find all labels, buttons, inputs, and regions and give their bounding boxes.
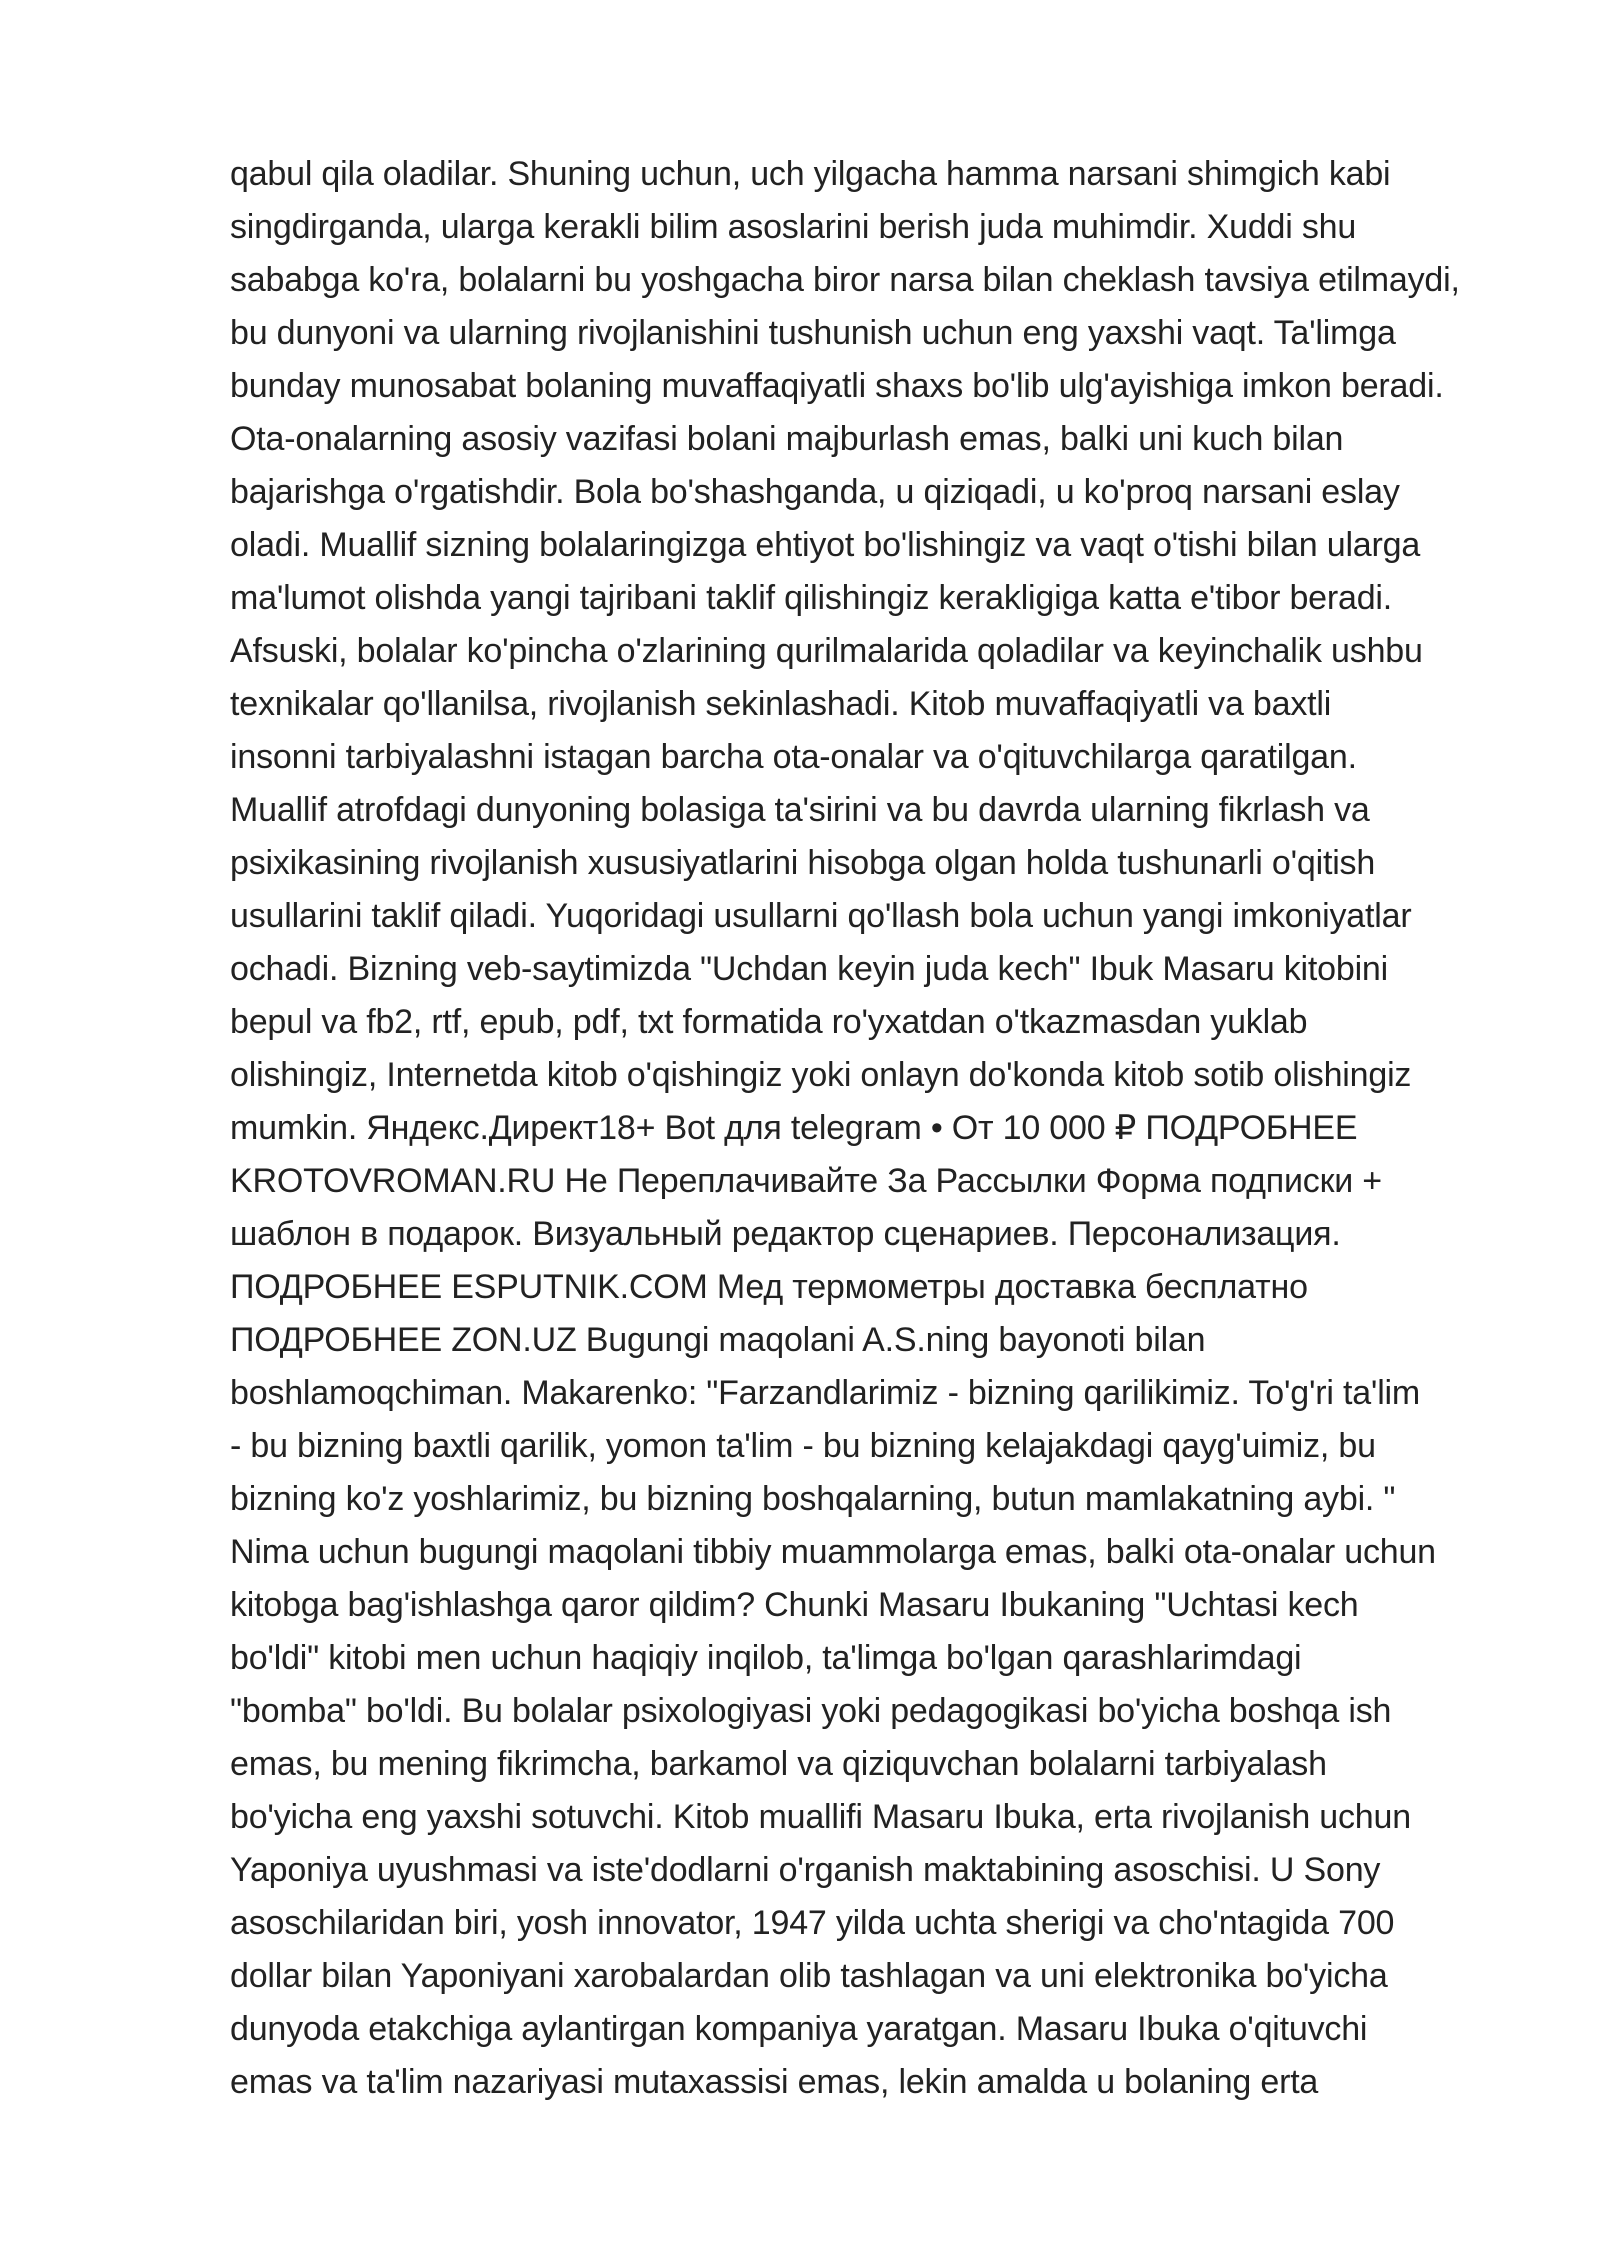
text-line: bizning ko'z yoshlarimiz, bu bizning boshqalarning, butun mamlakatning aybi. " <box>230 1480 1396 1518</box>
text-line: olishingiz, Internetda kitob o'qishingiz yoki onlayn do'konda kitob sotib olishingiz <box>230 1056 1412 1094</box>
text-line: asoschilaridan biri, yosh innovator, 1947 yilda uchta sherigi va cho'ntagida 700 <box>230 1904 1395 1942</box>
text-line: texnikalar qo'llanilsa, rivojlanish sekinlashadi. Kitob muvaffaqiyatli va baxtli <box>230 685 1332 723</box>
text-line: Muallif atrofdagi dunyoning bolasiga ta'sirini va bu davrda ularning fikrlash va <box>230 791 1370 829</box>
text-line: bunday munosabat bolaning muvaffaqiyatli shaxs bo'lib ulg'ayishiga imkon beradi. <box>230 367 1444 405</box>
text-line: emas, bu mening fikrimcha, barkamol va qiziquvchan bolalarni tarbiyalash <box>230 1745 1327 1783</box>
text-line: kitobga bag'ishlashga qaror qildim? Chunki Masaru Ibukaning "Uchtasi kech <box>230 1586 1359 1624</box>
text-line: sababga ko'ra, bolalarni bu yoshgacha biror narsa bilan cheklash tavsiya etilmaydi, <box>230 261 1460 299</box>
text-line: ПОДРОБНЕЕ ZON.UZ Bugungi maqolani A.S.ning bayonoti bilan <box>230 1321 1206 1359</box>
text-line: psixikasining rivojlanish xususiyatlarini hisobga olgan holda tushunarli o'qitish <box>230 844 1376 882</box>
text-line: qabul qila oladilar. Shuning uchun, uch yilgacha hamma narsani shimgich kabi <box>230 155 1391 193</box>
text-line: ma'lumot olishda yangi tajribani taklif qilishingiz kerakligiga katta e'tibor beradi. <box>230 579 1393 617</box>
text-line: "bomba" bo'ldi. Bu bolalar psixologiyasi yoki pedagogikasi bo'yicha boshqa ish <box>230 1692 1392 1730</box>
text-line: bo'yicha eng yaxshi sotuvchi. Kitob muallifi Masaru Ibuka, erta rivojlanish uchun <box>230 1798 1411 1836</box>
text-line: шаблон в подарок. Визуальный редактор сценариев. Персонализация. <box>230 1215 1341 1253</box>
text-line: insonni tarbiyalashni istagan barcha ota-onalar va o'qituvchilarga qaratilgan. <box>230 738 1357 776</box>
text-line: bu dunyoni va ularning rivojlanishini tushunish uchun eng yaxshi vaqt. Ta'limga <box>230 314 1396 352</box>
text-line: oladi. Muallif sizning bolalaringizga ehtiyot bo'lishingiz va vaqt o'tishi bilan ularga <box>230 526 1421 564</box>
text-line: bepul va fb2, rtf, epub, pdf, txt formatida ro'yxatdan o'tkazmasdan yuklab <box>230 1003 1308 1041</box>
text-line: Ota-onalarning asosiy vazifasi bolani majburlash emas, balki uni kuch bilan <box>230 420 1344 458</box>
text-line: ochadi. Bizning veb-saytimizda "Uchdan keyin juda kech" Ibuk Masaru kitobini <box>230 950 1388 988</box>
body-text <box>230 148 1530 2109</box>
text-line: singdirganda, ularga kerakli bilim asoslarini berish juda muhimdir. Xuddi shu <box>230 208 1357 246</box>
text-line: Afsuski, bolalar ko'pincha o'zlarining qurilmalarida qoladilar va keyinchalik ushbu <box>230 632 1423 670</box>
text-line: dunyoda etakchiga aylantirgan kompaniya yaratgan. Masaru Ibuka o'qituvchi <box>230 2010 1368 2048</box>
text-line: emas va ta'lim nazariyasi mutaxassisi emas, lekin amalda u bolaning erta <box>230 2063 1319 2101</box>
text-line: Yaponiya uyushmasi va iste'dodlarni o'rganish maktabining asoschisi. U Sony <box>230 1851 1381 1889</box>
text-line: mumkin. Яндекс.Директ18+ Bot для telegram • От 10 000 ₽ ПОДРОБНЕЕ <box>230 1109 1358 1147</box>
text-line: dollar bilan Yaponiyani xarobalardan olib tashlagan va uni elektronika bo'yicha <box>230 1957 1388 1995</box>
text-line: bo'ldi" kitobi men uchun haqiqiy inqilob, ta'limga bo'lgan qarashlarimdagi <box>230 1639 1302 1677</box>
text-line: Nima uchun bugungi maqolani tibbiy muammolarga emas, balki ota-onalar uchun <box>230 1533 1436 1571</box>
text-line: ПОДРОБНЕЕ ESPUTNIK.COM Мед термометры доставка бесплатно <box>230 1268 1308 1306</box>
text-line: bajarishga o'rgatishdir. Bola bo'shashganda, u qiziqadi, u ko'proq narsani eslay <box>230 473 1400 511</box>
text-line: KROTOVROMAN.RU Не Переплачивайте За Рассылки Форма подписки + <box>230 1162 1382 1200</box>
text-line: - bu bizning baxtli qarilik, yomon ta'lim - bu bizning kelajakdagi qayg'uimiz, bu <box>230 1427 1376 1465</box>
text-line: usullarini taklif qiladi. Yuqoridagi usullarni qo'llash bola uchun yangi imkoniyatlar <box>230 897 1412 935</box>
text-line: boshlamoqchiman. Makarenko: "Farzandlarimiz - bizning qarilikimiz. To'g'ri ta'lim <box>230 1374 1421 1412</box>
